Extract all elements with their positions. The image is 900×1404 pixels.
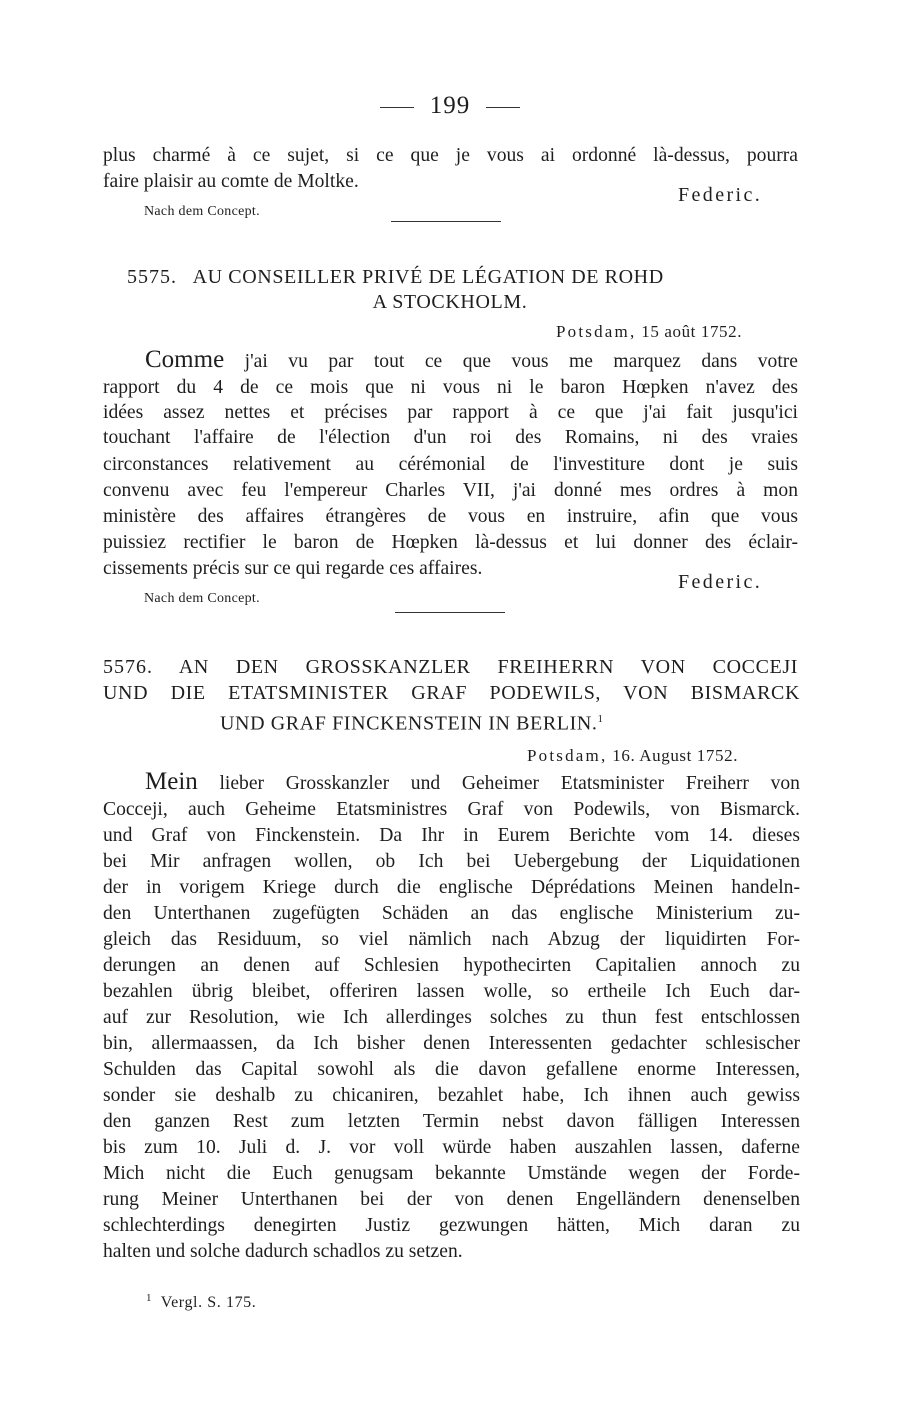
letter-5576-first-word: Mein	[145, 768, 198, 795]
section-divider-1	[391, 221, 501, 222]
letter-5575-place: Potsdam,	[556, 322, 637, 341]
letter-5576-first-line-rest: lieber Grosskanzler und Geheimer Etatsminister Freiherr von	[219, 773, 800, 794]
letter-5576-body-line-15: bis zum 10. Juli d. J. vor voll würde haben auszahlen lassen, daferne	[103, 1137, 800, 1158]
letter-5576-title-1: AN DEN GROSSKANZLER FREIHERRN VON COCCEJI	[178, 656, 798, 678]
letter-5575-body-line-4: touchant l'affaire de l'élection d'un roi des Romains, ni des vraies	[103, 427, 798, 448]
letter-5576-body-line-18: schlechterdings denegirten Justiz gezwungen hätten, Mich daran zu	[103, 1215, 800, 1236]
letter-5575-first-word: Comme	[145, 346, 225, 373]
letter-5576-body-line-13: sonder sie deshalb zu chicaniren, bezahlet habe, Ich ihnen auch gewiss	[103, 1085, 800, 1106]
letter-5575-body-line-3: idées assez nettes et précises par rapport à ce que j'ai fait jusqu'ici	[103, 402, 798, 423]
letter-5575-place-date	[556, 319, 742, 345]
letter-5575-heading-line-2: A STOCKHOLM.	[372, 291, 528, 313]
footnote-marker: 1	[146, 1292, 153, 1304]
letter-5576-body-line-2: Cocceji, auch Geheime Etatsministres Graf von Podewils, von Bismarck.	[103, 799, 800, 820]
header-dash-right	[486, 107, 520, 108]
letter-5576-number: 5576.	[103, 656, 153, 678]
letter-5576-body-line-4: bei Mir anfragen wollen, ob Ich bei Uebergebung der Liquidationen	[103, 851, 800, 872]
intro-line-2: faire plaisir au comte de Moltke.	[103, 171, 359, 192]
header-dash-left	[380, 107, 414, 108]
letter-5575-title-1: AU CONSEILLER PRIVÉ DE LÉGATION DE ROHD	[192, 266, 664, 288]
letter-5576-body-line-12: Schulden das Capital sowohl als die davon gefallene enorme Interessen,	[103, 1059, 800, 1080]
intro-signature: Federic.	[678, 184, 763, 206]
letter-5576-body-line-7: gleich das Residuum, so viel nämlich nach Abzug der liquidirten For-	[103, 929, 800, 950]
section-divider-2	[395, 612, 505, 613]
letter-5575-heading-line-1	[127, 265, 775, 290]
page-number: 199	[429, 92, 471, 119]
letter-5576-body-line-10: auf zur Resolution, wie Ich allerdinges solches zu thun fest entschlossen	[103, 1007, 800, 1028]
letter-5575-body-line-1	[145, 347, 798, 375]
letter-5576-body-line-6: den Unterthanen zugefügten Schäden an das englische Ministerium zu-	[103, 903, 800, 924]
footnote	[146, 1285, 256, 1316]
letter-5575-first-line-rest: j'ai vu par tout ce que vous me marquez dans votre	[244, 351, 799, 372]
letter-5575-body-line-8: puissiez rectifier le baron de Hœpken là-dessus et lui donner des éclair-	[103, 532, 798, 553]
letter-5575-body-line-7: ministère des affaires étrangères de vous en instruire, afin que vous	[103, 506, 798, 527]
letter-5576-body-line-16: Mich nicht die Euch genugsam bekannte Umstände wegen der Forde-	[103, 1163, 800, 1184]
intro-line-1: plus charmé à ce sujet, si ce que je vous ai ordonné là-dessus, pourra	[103, 145, 798, 166]
letter-5576-body-line-9: bezahlen übrig bleibet, offeriren lassen wolle, so ertheile Ich Euch dar-	[103, 981, 800, 1002]
page-header	[0, 92, 900, 120]
letter-5575-source-note: Nach dem Concept.	[144, 591, 260, 606]
letter-5576-body-line-5: der in vorigem Kriege durch die englische Déprédations Meinen handeln-	[103, 877, 800, 898]
letter-5575-signature: Federic.	[678, 571, 763, 593]
letter-5576-title-3: UND GRAF FINCKENSTEIN IN BERLIN.	[220, 712, 598, 735]
letter-5575-body-line-9: cissements précis sur ce qui regarde ces affaires.	[103, 558, 483, 579]
letter-5576-heading-line-2: UND DIE ETATSMINISTER GRAF PODEWILS, VON BISMARCK	[103, 682, 800, 704]
letter-5576-body-line-11: bin, allermaassen, da Ich bisher denen Interessenten gedachter schlesischer	[103, 1033, 800, 1054]
letter-5576-place: Potsdam,	[527, 746, 608, 765]
letter-5575-number: 5575.	[127, 266, 177, 288]
letter-5576-heading-line-3	[220, 707, 604, 737]
footnote-text: Vergl. S. 175.	[160, 1294, 257, 1312]
intro-source-note: Nach dem Concept.	[144, 204, 260, 219]
letter-5576-body-line-17: rung Meiner Unterthanen bei der von denen Engelländern denenselben	[103, 1189, 800, 1210]
letter-5576-body-line-8: derungen an denen auf Schlesien hypothecirten Capitalien annoch zu	[103, 955, 800, 976]
letter-5576-body-line-3: und Graf von Finckenstein. Da Ihr in Eurem Berichte vom 14. dieses	[103, 825, 800, 846]
letter-5576-footnote-ref: 1	[597, 713, 604, 725]
letter-5576-place-date	[527, 743, 738, 769]
letter-5575-body-line-2: rapport du 4 de ce mois que ni vous ni le baron Hœpken n'avez des	[103, 377, 798, 398]
letter-5576-date: 16. August 1752.	[612, 746, 739, 765]
letter-5575-body-line-6: convenu avec feu l'empereur Charles VII, j'ai donné mes ordres à mon	[103, 480, 798, 501]
letter-5576-body-line-19: halten und solche dadurch schadlos zu setzen.	[103, 1241, 463, 1262]
letter-5575-body-line-5: circonstances relativement au cérémonial de l'investiture dont je suis	[103, 454, 798, 475]
letter-5576-body-line-14: den ganzen Rest zum letzten Termin nebst davon fälligen Interessen	[103, 1111, 800, 1132]
letter-5576-body-line-1	[145, 769, 800, 797]
letter-5576-heading-line-1	[103, 655, 798, 680]
letter-5575-date: 15 août 1752.	[641, 322, 743, 341]
